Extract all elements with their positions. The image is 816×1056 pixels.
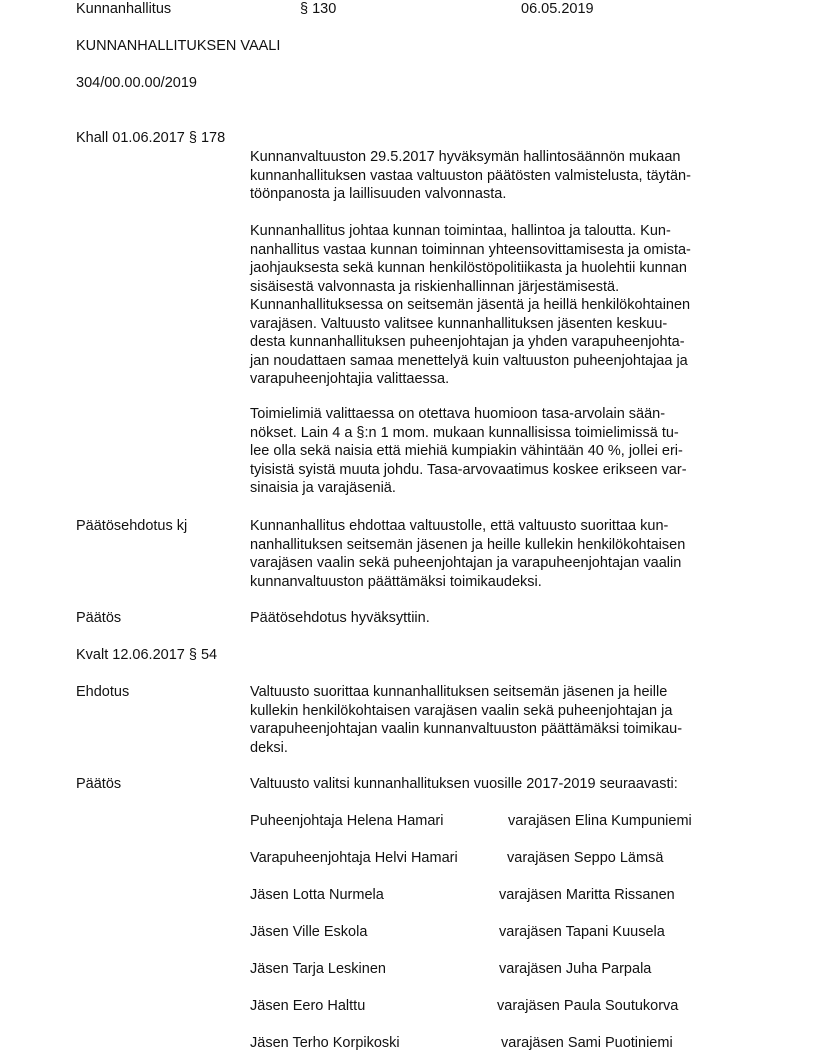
deputy-name: varajäsen Sami Puotiniemi xyxy=(501,1035,673,1051)
text-line: töönpanosta ja laillisuuden valvonnasta. xyxy=(250,186,507,202)
member-name: Jäsen Eero Halttu xyxy=(250,998,366,1014)
text-line: nanhallitus vastaa kunnan toiminnan yhteensovittamisesta ja omista- xyxy=(250,241,691,258)
text-line: varapuheenjohtajan vaalin kunnanvaltuuston päättämäksi toimikau- xyxy=(250,721,683,737)
text-line: kunnanhallituksen vastaa valtuuston päätösten valmistelusta, täytän- xyxy=(250,167,691,184)
text-line: jaohjauksesta sekä kunnan henkilöstöpolitiikasta ja huolehtii kunnan xyxy=(250,260,687,276)
member-name: Jäsen Terho Korpikoski xyxy=(250,1035,400,1051)
text-line: sisäisestä valvonnasta ja riskienhallinnan järjestämisestä. xyxy=(250,278,620,295)
text-line: Kunnanhallituksessa on seitsemän jäsentä ja heillä henkilökohtainen xyxy=(250,297,691,313)
khall-paragraph-3 xyxy=(250,405,740,498)
member-name: Jäsen Ville Eskola xyxy=(250,924,368,940)
document-reference: 304/00.00.00/2019 xyxy=(76,75,197,91)
text-line: tyisistä syistä muuta johdu. Tasa-arvovaatimus koskee erikseen var- xyxy=(250,461,687,478)
text-line: deksi. xyxy=(250,739,288,756)
text-line: desta kunnanhallituksen puheenjohtajan ja yhden varapuheenjohta- xyxy=(250,334,685,350)
header-date: 06.05.2019 xyxy=(521,1,594,17)
kvalt-label: Kvalt 12.06.2017 § 54 xyxy=(76,647,218,663)
text-line: varajäsen. Valtuusto valitsee kunnanhallituksen jäsenten keskuu- xyxy=(250,315,668,332)
document-title: KUNNANHALLITUKSEN VAALI xyxy=(76,38,281,54)
khall-decision-label: Päätös xyxy=(76,610,122,626)
khall-proposal-text xyxy=(250,517,740,591)
khall-decision-text: Päätösehdotus hyväksyttiin. xyxy=(250,610,430,626)
text-line: jan noudattaen samaa menettelyä kuin valtuuston puheenjohtajaa ja xyxy=(250,352,688,369)
text-line: varapuheenjohtajia valittaessa. xyxy=(250,371,450,387)
member-name: Jäsen Tarja Leskinen xyxy=(250,961,386,977)
kvalt-proposal-text xyxy=(250,683,740,757)
khall-paragraph-2 xyxy=(250,222,740,389)
text-line: Kunnanvaltuuston 29.5.2017 hyväksymän hallintosäännön mukaan xyxy=(250,149,681,165)
kvalt-proposal-label: Ehdotus xyxy=(76,684,130,700)
kvalt-decision-intro: Valtuusto valitsi kunnanhallituksen vuosille 2017-2019 seuraavasti: xyxy=(250,776,678,792)
text-line: Toimielimiä valittaessa on otettava huomioon tasa-arvolain sään- xyxy=(250,406,666,422)
khall-label: Khall 01.06.2017 § 178 xyxy=(76,130,226,146)
deputy-name: varajäsen Seppo Lämsä xyxy=(507,850,664,866)
kvalt-decision-label: Päätös xyxy=(76,776,122,792)
member-name: Varapuheenjohtaja Helvi Hamari xyxy=(250,850,458,866)
member-name: Puheenjohtaja Helena Hamari xyxy=(250,813,444,829)
text-line: kullekin henkilökohtaisen varajäsen vaalin sekä puheenjohtajan ja xyxy=(250,702,673,719)
text-line: varajäsen vaalin sekä puheenjohtajan ja varapuheenjohtajan vaalin xyxy=(250,555,682,571)
deputy-name: varajäsen Maritta Rissanen xyxy=(499,887,675,903)
khall-paragraph-1 xyxy=(250,148,740,204)
text-line: kunnanvaltuuston päättämäksi toimikaudeksi. xyxy=(250,573,542,590)
header-section: § 130 xyxy=(300,1,337,17)
text-line: Kunnanhallitus johtaa kunnan toimintaa, hallintoa ja taloutta. Kun- xyxy=(250,223,671,239)
text-line: nökset. Lain 4 a §:n 1 mom. mukaan kunnallisissa toimielimissä tu- xyxy=(250,424,679,441)
deputy-name: varajäsen Juha Parpala xyxy=(499,961,652,977)
text-line: nanhallituksen seitsemän jäsenen ja heille kullekin henkilökohtaisen xyxy=(250,536,686,553)
text-line: Valtuusto suorittaa kunnanhallituksen seitsemän jäsenen ja heille xyxy=(250,684,668,700)
deputy-name: varajäsen Tapani Kuusela xyxy=(499,924,665,940)
text-line: lee olla sekä naisia että miehiä kumpiakin vähintään 40 %, jollei eri- xyxy=(250,443,683,459)
member-name: Jäsen Lotta Nurmela xyxy=(250,887,384,903)
header-org: Kunnanhallitus xyxy=(76,1,172,17)
deputy-name: varajäsen Paula Soutukorva xyxy=(497,998,679,1014)
deputy-name: varajäsen Elina Kumpuniemi xyxy=(508,813,692,829)
text-line: Kunnanhallitus ehdottaa valtuustolle, että valtuusto suorittaa kun- xyxy=(250,518,669,534)
khall-proposal-label: Päätösehdotus kj xyxy=(76,518,188,534)
text-line: sinaisia ja varajäseniä. xyxy=(250,480,396,496)
